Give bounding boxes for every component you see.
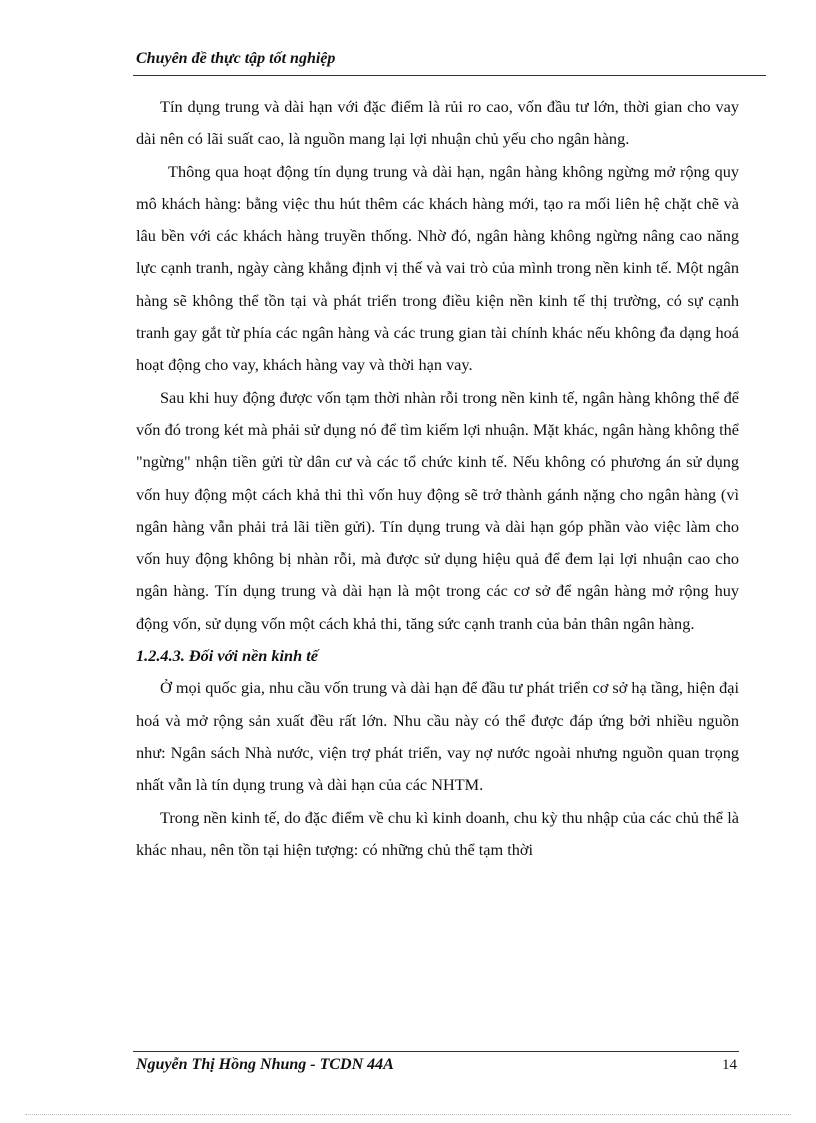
paragraph: Thông qua hoạt động tín dụng trung và dài hạn, ngân hàng không ngừng mở rộng quy mô khách hàng: bằng việc thu hút thêm các khách hàng mới, tạo ra mối liên hệ chặt chẽ và lâu bền với các khách hàng truyền thống. Nhờ đó, ngân hàng không ngừng nâng cao năng lực cạnh tranh, ngày càng khẳng định vị thế và vai trò của mình trong nền kinh tế. Một ngân hàng sẽ không thể tồn tại và phát triển trong điều kiện nền kinh tế thị trường, có sự cạnh tranh gay gắt từ phía các ngân hàng và các trung gian tài chính khác nếu không đa dạng hoá hoạt động cho vay, khách hàng vay và thời hạn vay. bbox=[136, 161, 739, 375]
footer-author: Nguyễn Thị Hồng Nhung - TCDN 44A bbox=[136, 1056, 394, 1073]
paragraph: Ở mọi quốc gia, nhu cầu vốn trung và dài hạn để đầu tư phát triển cơ sở hạ tầng, hiện đại hoá và mở rộng sản xuất đều rất lớn. Nhu cầu này có thể được đáp ứng bởi nhiều nguồn như: Ngân sách Nhà nước, viện trợ phát triển, vay nợ nước ngoài nhưng nguồn quan trọng nhất vẫn là tín dụng trung và dài hạn của các NHTM. bbox=[136, 678, 740, 795]
section-heading: 1.2.4.3. Đối với nền kinh tế bbox=[136, 646, 318, 666]
footer-divider bbox=[133, 1051, 739, 1052]
paragraph: Sau khi huy động được vốn tạm thời nhàn rỗi trong nền kinh tế, ngân hàng không thể để vốn đó trong két mà phải sử dụng nó để tìm kiếm lợi nhuận. Mặt khác, ngân hàng không thể "ngừng" nhận tiền gửi từ dân cư và các tổ chức kinh tế. Nếu không có phương án sử dụng vốn huy động một cách khả thi thì vốn huy động sẽ trở thành gánh nặng cho ngân hàng (vì ngân hàng vẫn phải trả lãi tiền gửi). Tín dụng trung và dài hạn góp phần vào việc làm cho vốn huy động không bị nhàn rỗi, mà được sử dụng hiệu quả để đem lại lợi nhuận cao cho ngân hàng. Tín dụng trung và dài hạn là một trong các cơ sở để ngân hàng mở rộng huy động vốn, sử dụng vốn một cách khả thi, tăng sức cạnh tranh của bản thân ngân hàng. bbox=[136, 387, 739, 633]
page-number: 14 bbox=[722, 1057, 737, 1073]
page-header-title: Chuyên đề thực tập tốt nghiệp bbox=[136, 50, 336, 67]
header-divider bbox=[133, 75, 766, 76]
page-bottom-border bbox=[25, 1114, 791, 1115]
document-body bbox=[136, 91, 739, 866]
paragraph: Tín dụng trung và dài hạn với đặc điểm là rủi ro cao, vốn đầu tư lớn, thời gian cho vay dài nên có lãi suất cao, là nguồn mang lại lợi nhuận chủ yếu cho ngân hàng. bbox=[136, 97, 739, 149]
paragraph: Trong nền kinh tế, do đặc điểm về chu kì kinh doanh, chu kỳ thu nhập của các chủ thể là khác nhau, nên tồn tại hiện tượng: có những chủ thể tạm thời bbox=[136, 807, 739, 859]
